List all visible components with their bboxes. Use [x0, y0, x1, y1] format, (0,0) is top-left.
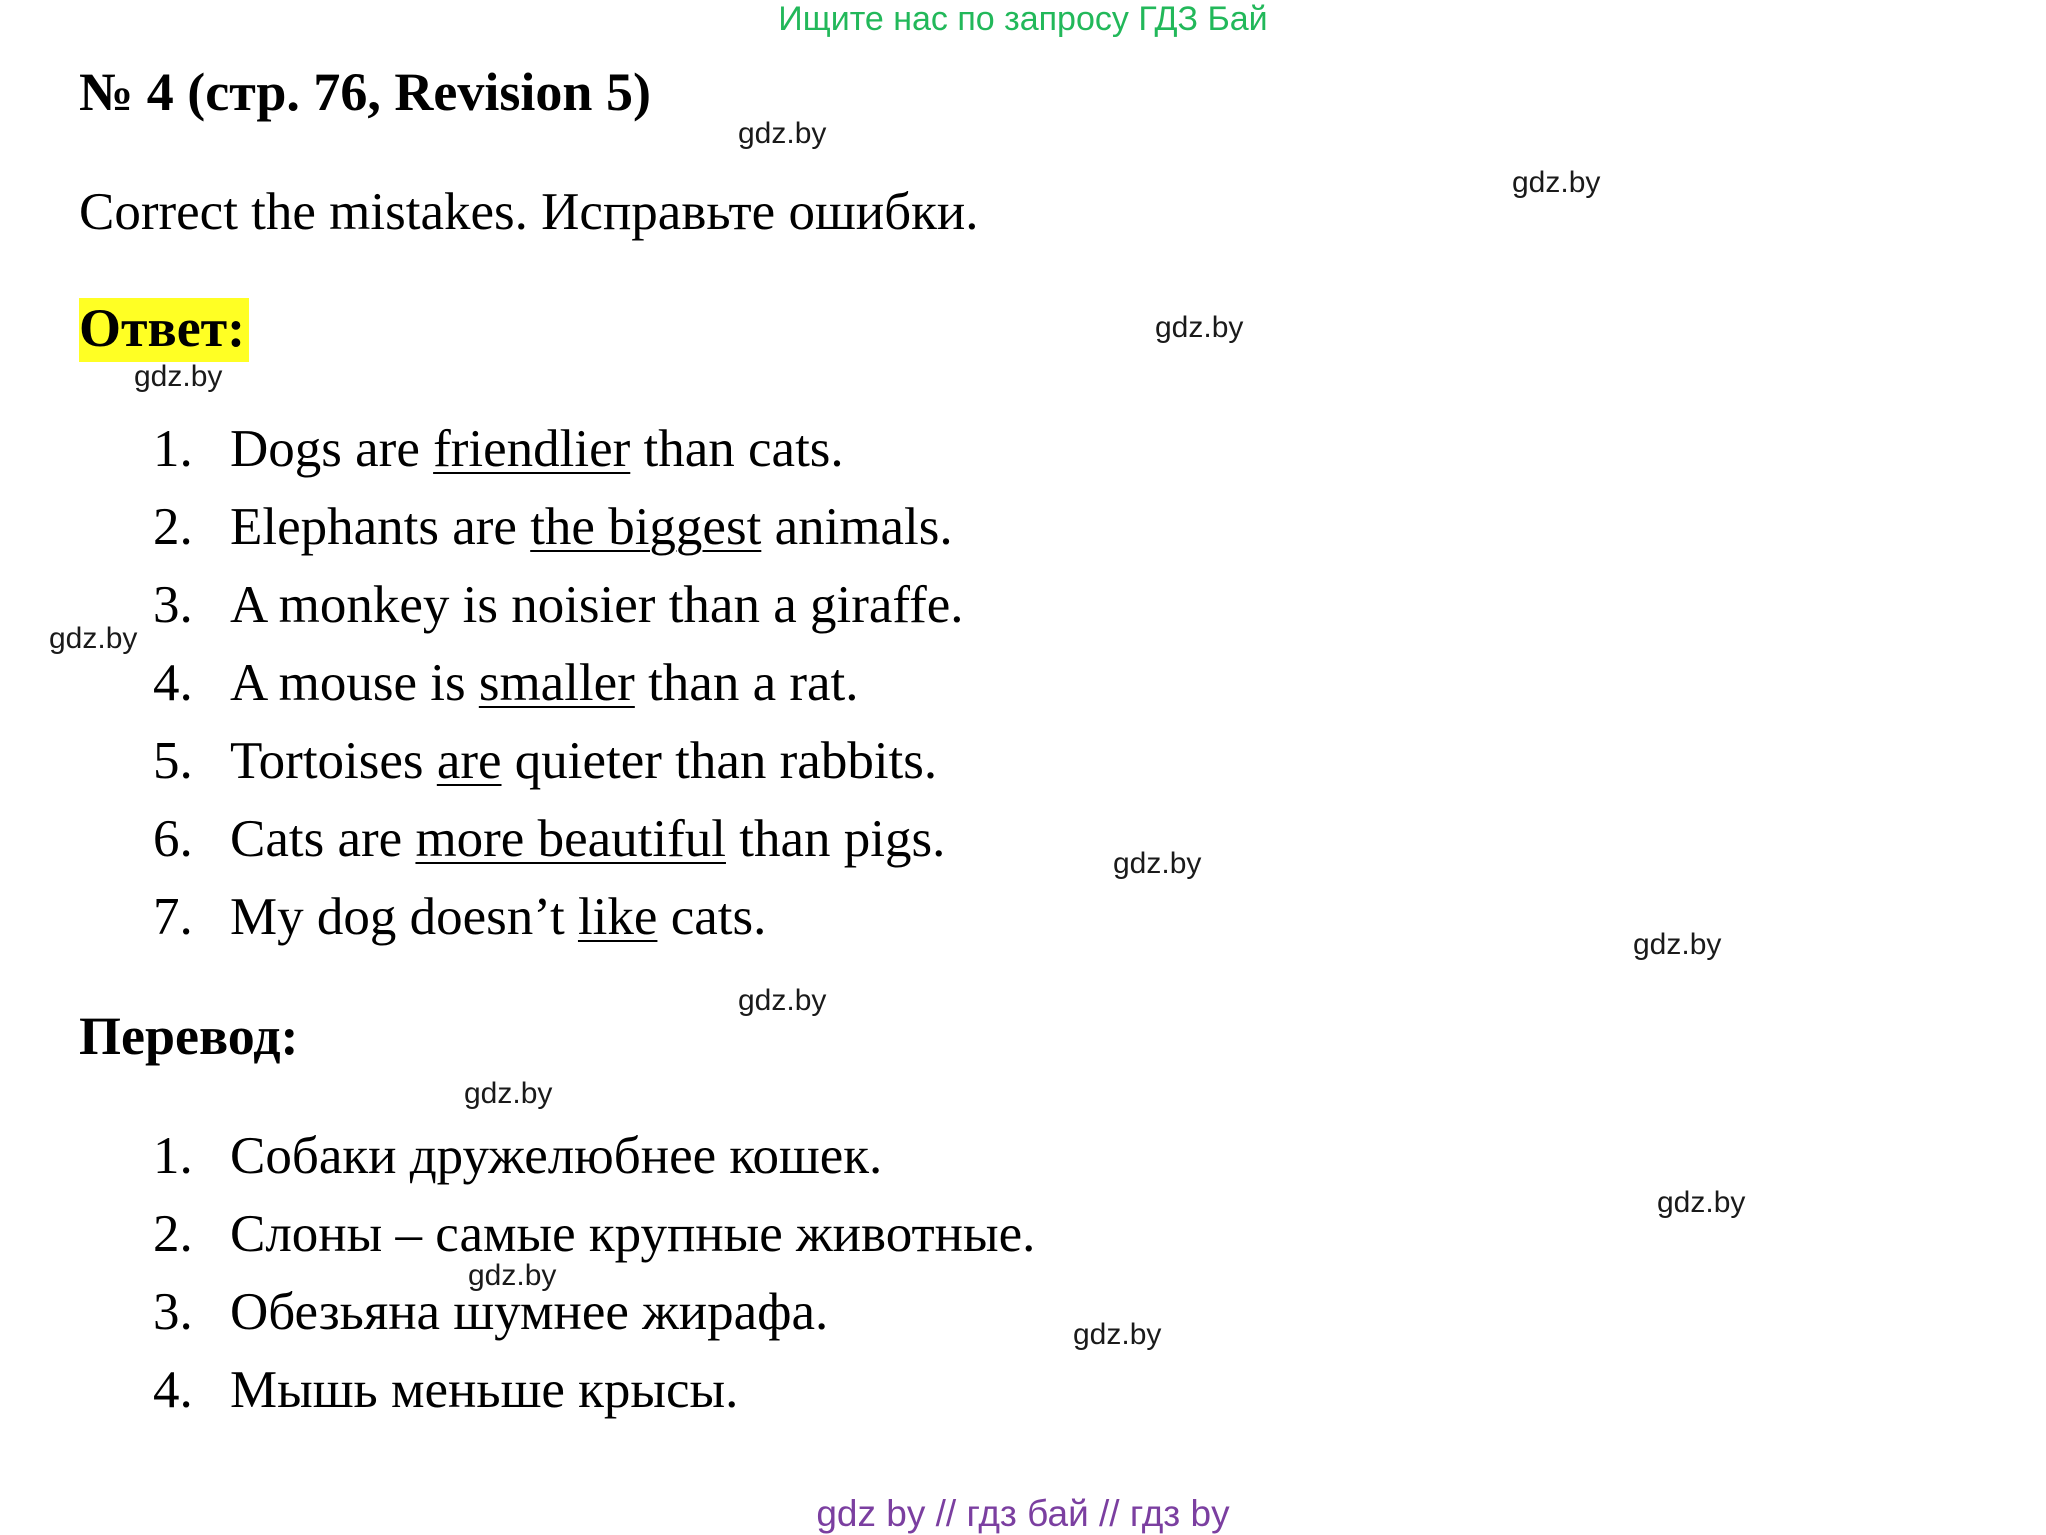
footer-links: gdz by // гдз бай // гдз by: [816, 1493, 1230, 1534]
exercise-title: № 4 (стр. 76, Revision 5): [79, 62, 651, 122]
watermark: gdz.by: [738, 117, 827, 150]
watermark: gdz.by: [1073, 1318, 1162, 1351]
translation-item: 2. Слоны – самые крупные животные.: [153, 1205, 1036, 1263]
translation-item: 3. Обезьяна шумнее жирафа.: [153, 1283, 829, 1341]
corrected-word: more beautiful: [415, 810, 726, 868]
watermark: gdz.by: [1657, 1186, 1746, 1219]
answer-item: 5. Tortoises are quieter than rabbits.: [153, 732, 938, 790]
watermark: gdz.by: [49, 622, 138, 655]
answer-item: 6. Cats are more beautiful than pigs.: [153, 810, 946, 868]
answer-heading: Ответ:: [79, 298, 249, 362]
watermark: gdz.by: [134, 360, 223, 393]
corrected-word: are: [436, 732, 502, 790]
answer-list: [153, 417, 964, 963]
corrected-word: the biggest: [530, 498, 762, 556]
corrected-word: like: [577, 888, 658, 946]
answer-item: 4. A mouse is smaller than a rat.: [153, 654, 859, 712]
translation-list: [153, 1124, 1035, 1436]
translation-item: 4. Мышь меньше крысы.: [153, 1361, 739, 1419]
watermark: gdz.by: [1512, 166, 1601, 199]
translation-heading: Перевод:: [79, 1006, 299, 1066]
answer-item: 7. My dog doesn’t like cats.: [153, 888, 767, 946]
corrected-word: smaller: [478, 654, 635, 712]
translation-item: 1. Собаки дружелюбнее кошек.: [153, 1127, 883, 1185]
search-banner: Ищите нас по запросу ГДЗ Бай: [778, 0, 1268, 38]
answer-item: 1. Dogs are friendlier than cats.: [153, 420, 844, 478]
answer-item: 3. A monkey is noisier than a giraffe.: [153, 576, 964, 634]
watermark: gdz.by: [738, 984, 827, 1017]
watermark: gdz.by: [464, 1077, 553, 1110]
watermark: gdz.by: [1633, 928, 1722, 961]
answer-item: 2. Elephants are the biggest animals.: [153, 498, 953, 556]
watermark: gdz.by: [1155, 311, 1244, 344]
watermark: gdz.by: [468, 1259, 557, 1292]
corrected-word: friendlier: [433, 420, 631, 478]
task-instruction: Correct the mistakes. Исправьте ошибки.: [79, 183, 979, 241]
watermark: gdz.by: [1113, 847, 1202, 880]
